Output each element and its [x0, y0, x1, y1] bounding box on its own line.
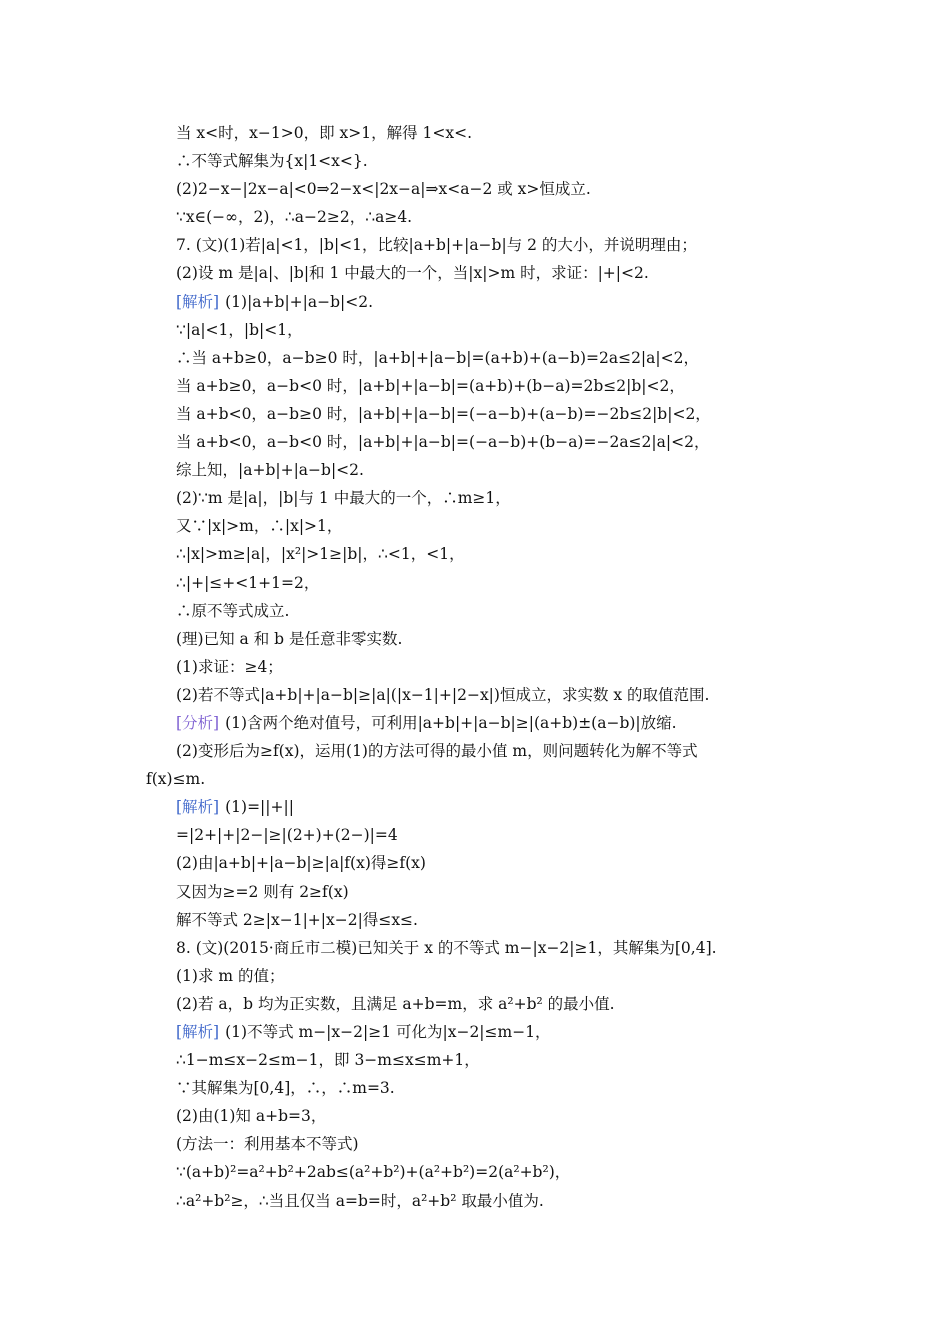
- text-line: [176, 203, 816, 231]
- line-text: 当 a+b<0，a−b≥0 时，|a+b|+|a−b|=(−a−b)+(a−b)=−2b≤2|b|<2，: [176, 404, 711, 423]
- text-line: [176, 737, 816, 765]
- analysis-tag: [解析]: [176, 1023, 220, 1041]
- text-line: [176, 119, 816, 147]
- line-text: ∴|+|≤+<1+1=2，: [176, 573, 320, 592]
- text-line: [176, 428, 816, 456]
- text-line: [176, 990, 816, 1018]
- line-text: ∵x∈(−∞，2)，∴a−2≥2，∴a≥4.: [176, 208, 413, 227]
- line-text: 又∵|x|>m，∴|x|>1，: [176, 517, 343, 536]
- text-line: [176, 569, 816, 597]
- analysis-tag: [解析]: [176, 292, 220, 311]
- text-line: [176, 1046, 816, 1074]
- text-line: [176, 147, 816, 175]
- text-line: [176, 1158, 816, 1186]
- line-text: ∴|x|>m≥|a|，|x²|>1≥|b|，∴<1，<1，: [176, 545, 465, 564]
- line-text: ∵(a+b)²=a²+b²+2ab≤(a²+b²)+(a²+b²)=2(a²+b²)，: [176, 1163, 571, 1182]
- text-line: [176, 906, 816, 934]
- text-line: [176, 1130, 816, 1158]
- text-line: [176, 288, 816, 316]
- line-text: 7. (文)(1)若|a|<1，|b|<1，比较|a+b|+|a−b|与 2 的大小，并说明理由；: [176, 236, 697, 255]
- question-8-heading: [176, 934, 816, 962]
- line-text: (2)设 m 是|a|、|b|和 1 中最大的一个，当|x|>m 时，求证：|+|<2.: [176, 264, 649, 283]
- line-text: (1)=||+||: [225, 798, 294, 817]
- line-text: (2)若 a，b 均为正实数，且满足 a+b=m，求 a²+b² 的最小值.: [176, 994, 615, 1013]
- text-line: [176, 681, 816, 709]
- line-text: ∴不等式解集为{x|1<x<}.: [176, 152, 368, 171]
- line-text: (1)含两个绝对值号，可利用|a+b|+|a−b|≥|(a+b)±(a−b)|放缩.: [225, 713, 677, 732]
- analysis-tag: [解析]: [176, 798, 220, 817]
- line-text: ∴当 a+b≥0，a−b≥0 时，|a+b|+|a−b|=(a+b)+(a−b)=2a≤2|a|<2，: [176, 348, 699, 367]
- line-text: ∵其解集为[0,4]，∴，∴m=3.: [176, 1079, 395, 1098]
- text-line: [176, 512, 816, 540]
- line-text: 综上知，|a+b|+|a−b|<2.: [176, 461, 364, 480]
- text-line: [176, 793, 816, 821]
- text-line: [146, 765, 816, 793]
- line-text: 解不等式 2≥|x−1|+|x−2|得≤x≤.: [176, 910, 418, 929]
- text-line: [176, 653, 816, 681]
- text-line: [176, 259, 816, 287]
- line-text: 8. (文)(2015·商丘市二模)已知关于 x 的不等式 m−|x−2|≥1，其解集为[0,4].: [176, 938, 717, 957]
- text-line: [176, 962, 816, 990]
- line-text: (理)已知 a 和 b 是任意非零实数.: [176, 629, 403, 648]
- text-line: [176, 484, 816, 512]
- text-line: [176, 540, 816, 568]
- line-text: ∵|a|<1，|b|<1，: [176, 320, 303, 339]
- line-text: ∴a²+b²≥，∴当且仅当 a=b=时，a²+b² 取最小值为.: [176, 1191, 544, 1210]
- text-line: [176, 849, 816, 877]
- text-line: [176, 372, 816, 400]
- line-text: (2)变形后为≥f(x)，运用(1)的方法可得的最小值 m，则问题转化为解不等式: [176, 742, 698, 761]
- solution-text: [146, 119, 816, 1215]
- text-line: [176, 878, 816, 906]
- line-text: 当 a+b<0，a−b<0 时，|a+b|+|a−b|=(−a−b)+(b−a)=−2a≤2|a|<2，: [176, 433, 710, 452]
- line-text: (2)2−x−|2x−a|<0⇒2−x<|2x−a|⇒x<a−2 或 x>恒成立.: [176, 180, 591, 199]
- text-line: [176, 400, 816, 428]
- text-line: [176, 709, 816, 737]
- line-text: (2)由(1)知 a+b=3，: [176, 1107, 327, 1126]
- line-text: (1)求证：≥4；: [176, 657, 283, 676]
- line-text: ∴1−m≤x−2≤m−1，即 3−m≤x≤m+1，: [176, 1051, 480, 1070]
- line-text: (2)由|a+b|+|a−b|≥|a|f(x)得≥f(x): [176, 854, 426, 873]
- text-line: [176, 597, 816, 625]
- text-line: [176, 625, 816, 653]
- line-text: (1)求 m 的值；: [176, 966, 285, 985]
- text-line: [176, 316, 816, 344]
- question-7-heading: [176, 231, 816, 259]
- line-text: (1)|a+b|+|a−b|<2.: [225, 292, 374, 311]
- line-text: =|2+|+|2−|≥|(2+)+(2−)|=4: [176, 826, 398, 845]
- text-line: [176, 1102, 816, 1130]
- line-text: (1)不等式 m−|x−2|≥1 可化为|x−2|≤m−1，: [225, 1023, 551, 1041]
- line-text: (2)∵m 是|a|，|b|与 1 中最大的一个，∴m≥1，: [176, 489, 511, 508]
- text-line: [176, 1074, 816, 1102]
- line-text: ∴原不等式成立.: [176, 601, 290, 620]
- line-text: 当 a+b≥0，a−b<0 时，|a+b|+|a−b|=(a+b)+(b−a)=2b≤2|b|<2，: [176, 376, 685, 395]
- line-text: 又因为≥=2 则有 2≥f(x): [176, 882, 349, 901]
- text-line: [176, 344, 816, 372]
- analysis-hint-tag: [分析]: [176, 713, 220, 732]
- text-line: [176, 175, 816, 203]
- line-text: (方法一：利用基本不等式): [176, 1135, 359, 1154]
- text-line: [176, 456, 816, 484]
- line-text: 当 x<时，x−1>0，即 x>1，解得 1<x<.: [176, 124, 473, 142]
- line-text: f(x)≤m.: [146, 770, 206, 789]
- text-line: [176, 1187, 816, 1215]
- text-line: [176, 1018, 816, 1046]
- line-text: (2)若不等式|a+b|+|a−b|≥|a|(|x−1|+|2−x|)恒成立，求实数 x 的取值范围.: [176, 685, 710, 704]
- text-line: [176, 821, 816, 849]
